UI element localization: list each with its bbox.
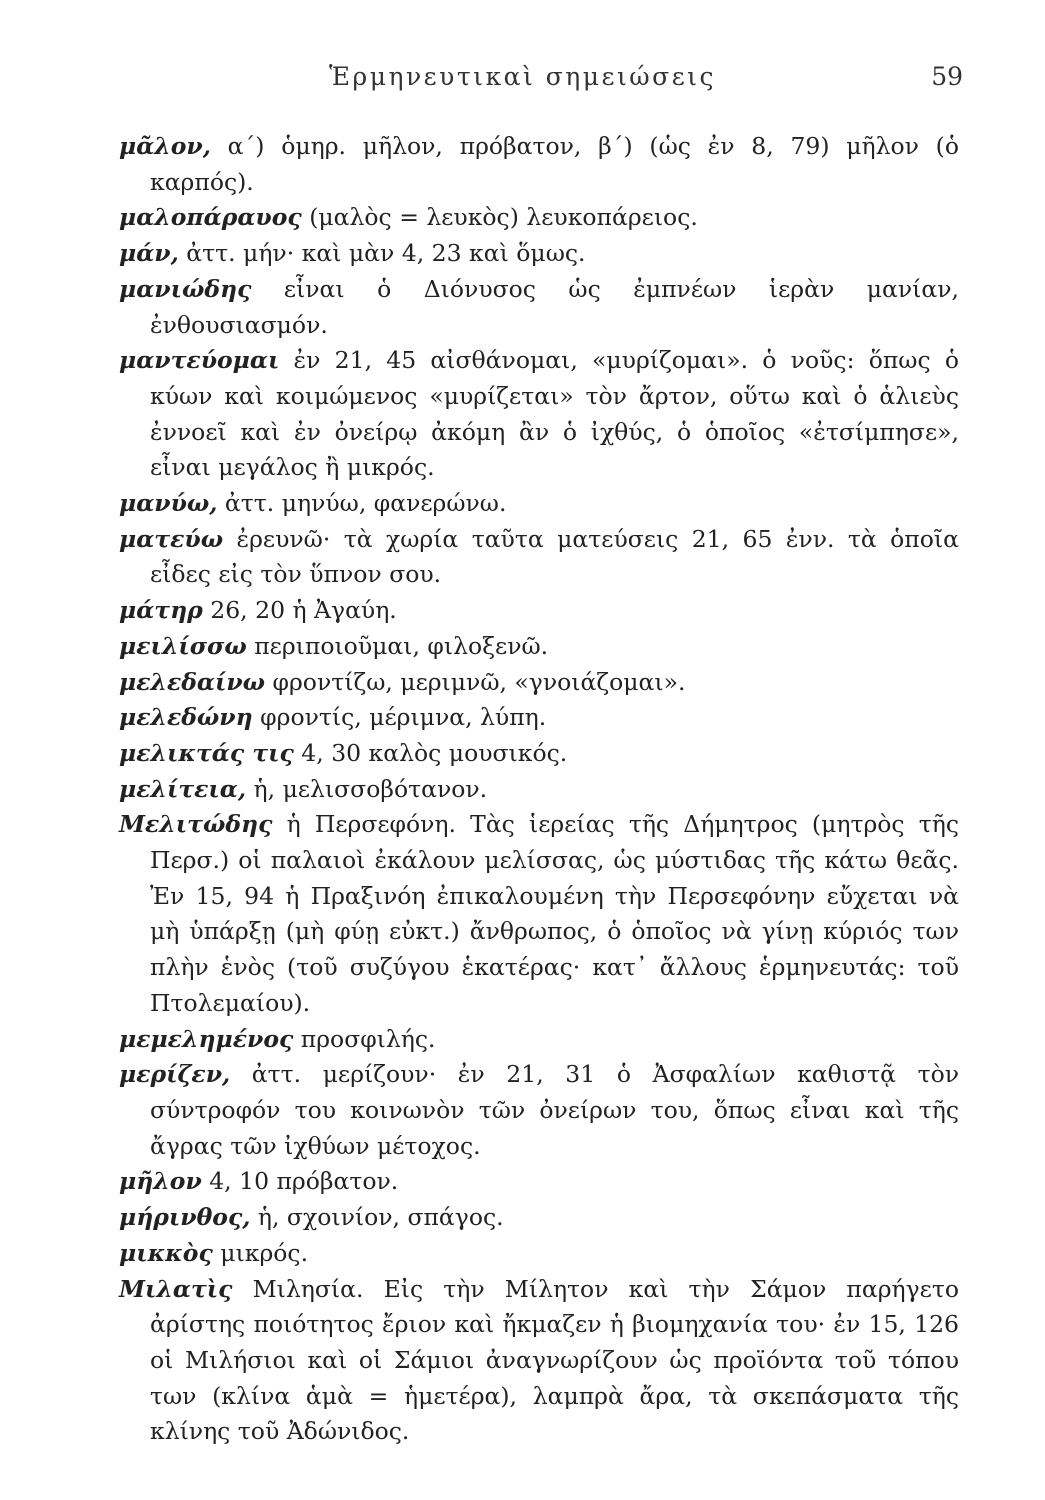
- headword: μελεδώνη: [119, 703, 253, 732]
- definition: φροντίς, μέριμνα, λύπη.: [252, 703, 547, 732]
- definition: προσφιλής.: [293, 1024, 436, 1053]
- headword: μάν,: [119, 239, 179, 268]
- definition: εἶναι ὁ Διόνυσος ὡς ἐμπνέων ἱερὰν μανίαν, ἐνθουσιασμόν.: [150, 274, 959, 339]
- entry-merizen: [119, 1057, 959, 1164]
- headword: μαντεύομαι: [119, 346, 280, 375]
- definition: μικρός.: [212, 1238, 309, 1267]
- entry-mater: [119, 593, 959, 629]
- entry-meliktas: [119, 736, 959, 772]
- entry-maloparauos: [119, 200, 959, 236]
- entry-meilisso: [119, 629, 959, 665]
- definition: φροντίζω, μεριμνῶ, «γνοιάζομαι».: [265, 667, 686, 696]
- headword: μάτηρ: [119, 596, 203, 625]
- definition: περιποιοῦμαι, φιλοξενῶ.: [246, 631, 549, 660]
- entry-maniodes: [119, 272, 959, 343]
- headword: μανύω,: [119, 489, 218, 518]
- entry-malon: [119, 129, 959, 200]
- glossary-entries: [119, 129, 959, 1450]
- headword: μελεδαίνω: [119, 667, 266, 696]
- definition: Μιλησία. Εἰς τὴν Μίλητον καὶ τὴν Σάμον παρήγετο ἀρίστης ποιότητος ἔριον καὶ ἤκμαζεν ἡ βιομηχανία του· ἐν 15, 126 οἱ Μιλήσιοι καὶ οἱ Σάμιοι ἀναγνωρίζουν ὡς προϊόντα τοῦ τόπου των (κλίνα ἁμὰ = ἡμετέρα), λαμπρὰ ἄρα, τὰ σκεπάσματα τῆς κλίνης τοῦ Ἀδώνιδος.: [150, 1274, 959, 1446]
- headword: μᾶλον,: [119, 132, 211, 160]
- definition: 26, 20 ἡ Ἀγαύη.: [202, 596, 397, 625]
- entry-meledaino: [119, 665, 959, 701]
- entry-man: [119, 236, 959, 272]
- definition: (μαλὸς = λευκὸς) λευκοπάρειος.: [301, 203, 698, 232]
- definition: ἀττ. μήν· καὶ μὰν 4, 23 καὶ ὅμως.: [178, 239, 586, 268]
- headword: μανιώδης: [119, 274, 252, 303]
- headword: Μιλατὶς: [119, 1274, 233, 1303]
- headword: ματεύω: [119, 524, 224, 553]
- entry-merinthos: [119, 1200, 959, 1236]
- headword: μειλίσσω: [119, 631, 247, 660]
- entry-meledone: [119, 700, 959, 736]
- entry-memelemenos: [119, 1022, 959, 1058]
- page-title: Ἑρμηνευτικαὶ σημειώσεις: [329, 62, 716, 91]
- running-head: [0, 62, 1045, 102]
- entry-meliteia: [119, 772, 959, 808]
- entry-milatis: [119, 1272, 959, 1451]
- definition: 4, 30 καλὸς μουσικός.: [293, 738, 568, 767]
- headword: Μελιτώδης: [119, 810, 273, 839]
- definition: ἡ, μελισσοβότανον.: [246, 774, 488, 803]
- definition: ἡ Περσεφόνη. Τὰς ἱερείας τῆς Δήμητρος (μητρὸς τῆς Περσ.) οἱ παλαιοὶ ἐκάλουν μελίσσας, ὡς μύστιδας τῆς κάτω θεᾶς. Ἐν 15, 94 ἡ Πραξινόη ἐπικαλουμένη τὴν Περσεφόνην εὔχεται νὰ μὴ ὑπάρξῃ (μὴ φύῃ εὐκτ.) ἄνθρωπος, ὁ ὁποῖος νὰ γίνῃ κύριός των πλὴν ἑνὸς (τοῦ συζύγου ἑκατέρας· κατ᾽ ἄλλους ἑρμηνευτάς: τοῦ Πτολεμαίου).: [150, 810, 959, 1017]
- page-number: 59: [931, 62, 963, 91]
- definition: ἐρευνῶ· τὰ χωρία ταῦτα ματεύσεις 21, 65 ἐνν. τὰ ὁποῖα εἶδες εἰς τὸν ὕπνον σου.: [150, 524, 959, 589]
- entry-mateuo: [119, 522, 959, 593]
- headword: μήρινθος,: [119, 1203, 251, 1232]
- entry-melitodes: [119, 807, 959, 1021]
- definition: ἡ, σχοινίον, σπάγος.: [250, 1203, 504, 1232]
- definition: ἐν 21, 45 αἰσθάνομαι, «μυρίζομαι». ὁ νοῦς: ὅπως ὁ κύων καὶ κοιμώμενος «μυρίζεται» τὸν ἄρτον, οὕτω καὶ ὁ ἁλιεὺς ἐννοεῖ καὶ ἐν ὀνείρῳ ἀκόμη ἂν ὁ ἰχθύς, ὁ ὁποῖος «ἐτσίμπησε», εἶναι μεγάλος ἢ μικρός.: [150, 346, 959, 482]
- headword: μῆλον: [119, 1167, 202, 1196]
- entry-manteuomai: [119, 343, 959, 486]
- entry-melon: [119, 1164, 959, 1200]
- headword: μερίζεν,: [119, 1060, 231, 1089]
- definition: ἀττ. μηνύω, φανερώνω.: [217, 489, 507, 518]
- definition: ἀττ. μερίζουν· ἐν 21, 31 ὁ Ἀσφαλίων καθιστᾷ τὸν σύντροφόν του κοινωνὸν τῶν ὀνείρων του, ὅπως εἶναι καὶ τῆς ἄγρας τῶν ἰχθύων μέτοχος.: [150, 1060, 959, 1160]
- headword: μελικτάς τις: [119, 738, 294, 767]
- headword: μικκὸς: [119, 1238, 213, 1267]
- definition: α΄) ὁμηρ. μῆλον, πρόβατον, β΄) (ὡς ἐν 8, 79) μῆλον (ὁ καρπός).: [150, 132, 959, 196]
- headword: μελίτεια,: [119, 774, 247, 803]
- headword: μεμελημένος: [119, 1024, 294, 1053]
- entry-mikkos: [119, 1236, 959, 1272]
- headword: μαλοπάραυος: [119, 203, 302, 232]
- entry-manyo: [119, 486, 959, 522]
- definition: 4, 10 πρόβατον.: [201, 1167, 399, 1196]
